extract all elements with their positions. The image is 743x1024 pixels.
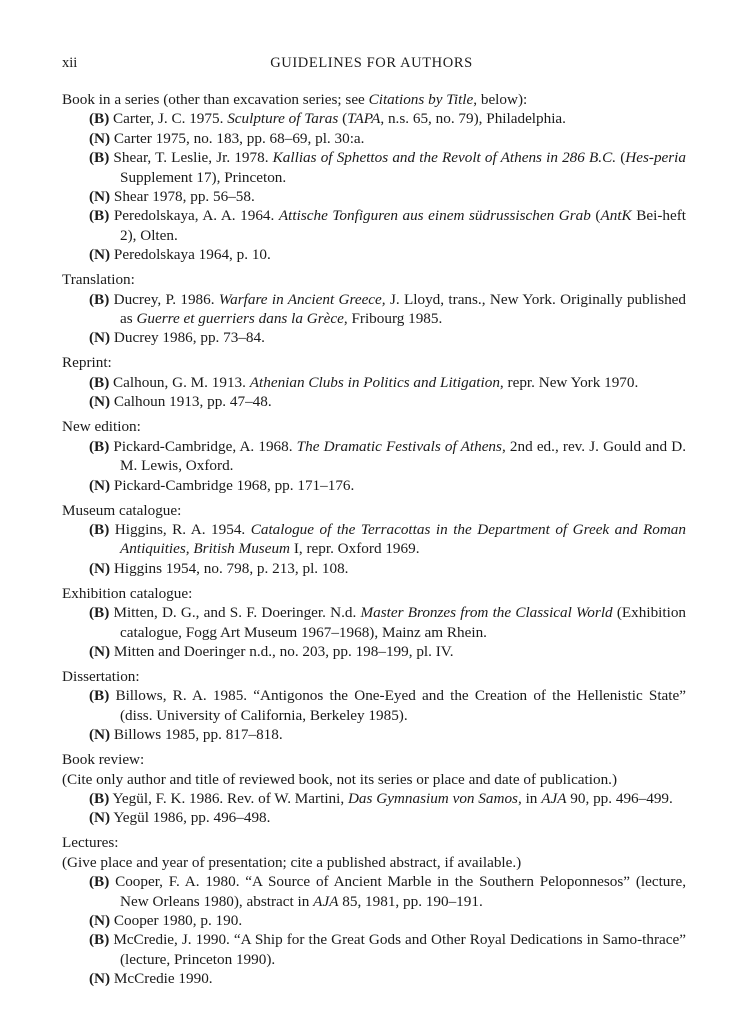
- italic-title: Das Gymnasium von Samos: [347, 789, 518, 807]
- citation-section: [62, 584, 686, 662]
- entry-tag: (B): [89, 873, 110, 891]
- bibliography-entry: [62, 872, 686, 911]
- entry-tag: (N): [89, 559, 111, 577]
- italic-title: AntK: [600, 207, 632, 225]
- text-run: Yegül, F. K. 1986. Rev. of W. Martini,: [112, 789, 348, 807]
- entry-tag: (B): [89, 604, 110, 622]
- citation-section: [62, 417, 686, 495]
- bibliography-entry: [62, 930, 686, 969]
- note-entry: [62, 328, 686, 347]
- text-run: Cooper 1980, p. 190.: [113, 912, 243, 929]
- bibliography-entry: [62, 206, 686, 245]
- text-run: Book review:: [62, 751, 145, 769]
- section-heading: [62, 833, 686, 852]
- text-run: Carter, J. C. 1975.: [113, 110, 228, 128]
- bibliography-entry: [62, 290, 686, 329]
- entry-tag: (B): [89, 687, 110, 705]
- text-run: Yegül 1986, pp. 496–498.: [113, 809, 271, 827]
- italic-title: Master Bronzes from the Classical World: [360, 604, 613, 622]
- text-run: Peredolskaya, A. A. 1964.: [113, 207, 279, 225]
- italic-title: Hes-peria: [625, 149, 687, 167]
- text-run: , in: [517, 789, 542, 807]
- text-run: , 2nd ed., rev. J. Gould and D. M. Lewis, Oxford.: [120, 437, 687, 475]
- italic-title: Sculpture of Taras: [227, 110, 339, 128]
- bibliography-entry: [62, 789, 686, 808]
- citation-section: [62, 750, 686, 828]
- section-note: (Cite only author and title of reviewed book, not its series or place and date of publication.): [62, 770, 618, 788]
- text-run: 85, 1981, pp. 190–191.: [338, 892, 483, 910]
- italic-title: Kallias of Sphettos and the Revolt of Athens in 286 B.C.: [272, 149, 617, 167]
- text-run: Shear 1978, pp. 56–58.: [113, 188, 255, 206]
- italic-title: The Dramatic Festivals of Athens: [296, 437, 502, 455]
- text-run: Higgins, R. A. 1954.: [114, 520, 251, 538]
- entry-tag: (N): [89, 726, 111, 744]
- bibliography-entry: [62, 148, 686, 187]
- guidelines-body: [62, 90, 686, 989]
- bibliography-entry: [62, 603, 686, 642]
- entry-tag: (B): [89, 520, 110, 538]
- text-run: Calhoun, G. M. 1913.: [113, 373, 250, 391]
- text-run: , repr. New York 1970.: [499, 373, 639, 391]
- note-entry: [62, 725, 686, 744]
- entry-tag: (B): [89, 207, 110, 225]
- text-run: Reprint:: [62, 354, 112, 372]
- entry-tag: (N): [89, 246, 111, 264]
- italic-title: AJA: [541, 789, 567, 807]
- text-run: Billows, R. A. 1985. “Antigonos the One-Eyed and the Creation of the Hellenistic State” (diss. University of California, Berkeley 1985).: [115, 687, 686, 724]
- bibliography-entry: [62, 109, 686, 128]
- text-run: Calhoun 1913, pp. 47–48.: [113, 393, 272, 411]
- text-run: 90, pp. 496–499.: [566, 789, 673, 807]
- note-entry: [62, 642, 686, 661]
- text-run: Ducrey 1986, pp. 73–84.: [113, 329, 265, 347]
- section-heading: [62, 750, 686, 769]
- text-run: Higgins 1954, no. 798, p. 213, pl. 108.: [113, 559, 349, 577]
- text-run: , Fribourg 1985.: [343, 310, 443, 328]
- text-run: Book in a series (other than excavation series; see: [62, 91, 369, 108]
- section-heading: [62, 353, 686, 372]
- entry-tag: (N): [89, 912, 111, 929]
- citation-section: [62, 353, 686, 411]
- text-run: (: [616, 149, 626, 167]
- italic-title: Athenian Clubs in Politics and Litigation: [249, 373, 500, 391]
- text-run: Museum catalogue:: [62, 501, 182, 519]
- entry-tag: (N): [89, 970, 111, 988]
- note-entry: [62, 245, 686, 264]
- note-entry: [62, 559, 686, 578]
- text-run: , below):: [473, 91, 528, 108]
- entry-tag: (B): [89, 373, 110, 391]
- note-entry: [62, 476, 686, 495]
- note-entry: [62, 187, 686, 206]
- italic-title: TAPA: [347, 110, 381, 128]
- section-heading: [62, 270, 686, 289]
- section-note: (Give place and year of presentation; cite a published abstract, if available.): [62, 853, 522, 871]
- text-run: McCredie, J. 1990. “A Ship for the Great Gods and Other Royal Dedications in Samo-thrace” (lecture, Princeton 1990).: [113, 931, 686, 968]
- entry-tag: (N): [89, 476, 111, 494]
- bibliography-entry: [62, 373, 686, 392]
- text-run: Shear, T. Leslie, Jr. 1978.: [113, 149, 273, 167]
- italic-title: Catalogue of the Terracottas in the Department of Greek and Roman Antiquities, British Museum: [120, 520, 686, 558]
- text-run: (: [590, 207, 601, 225]
- section-heading: [62, 584, 686, 603]
- citation-section: [62, 833, 686, 988]
- text-run: , n.s. 65, no. 79), Philadelphia.: [380, 110, 566, 128]
- section-heading: [62, 417, 686, 436]
- note-entry: [62, 808, 686, 827]
- text-run: Bei-heft 2), Olten.: [120, 207, 687, 244]
- entry-tag: (N): [89, 188, 111, 206]
- text-run: Exhibition catalogue:: [62, 584, 193, 602]
- entry-tag: (B): [89, 789, 110, 807]
- section-heading: [62, 501, 686, 520]
- citation-section: [62, 501, 686, 579]
- text-run: Cooper, F. A. 1980. “A Source of Ancient Marble in the Southern Peloponnesos” (lecture, New Orleans 1980), abstract in: [115, 873, 686, 910]
- text-run: Translation:: [62, 271, 135, 289]
- italic-title: Citations by Title: [368, 91, 474, 108]
- citation-section: [62, 270, 686, 348]
- running-title: GUIDELINES FOR AUTHORS: [270, 55, 473, 71]
- entry-tag: (N): [89, 393, 111, 411]
- citation-section: [62, 667, 686, 745]
- text-run: Lectures:: [62, 834, 119, 852]
- text-run: Peredolskaya 1964, p. 10.: [113, 246, 271, 264]
- note-entry: [62, 392, 686, 411]
- entry-tag: (B): [89, 437, 110, 455]
- citation-section: [62, 90, 686, 265]
- entry-tag: (N): [89, 642, 111, 660]
- text-run: Mitten and Doeringer n.d., no. 203, pp. 198–199, pl. IV.: [113, 642, 454, 660]
- text-run: McCredie 1990.: [113, 970, 213, 988]
- bibliography-entry: [62, 520, 686, 559]
- text-run: New edition:: [62, 418, 141, 436]
- entry-tag: (N): [89, 129, 111, 147]
- entry-tag: (B): [89, 290, 110, 308]
- text-run: Pickard-Cambridge, A. 1968.: [113, 437, 297, 455]
- bibliography-entry: [62, 437, 686, 476]
- text-run: I, repr. Oxford 1969.: [290, 540, 420, 558]
- entry-tag: (N): [89, 809, 111, 827]
- text-run: (: [338, 110, 348, 128]
- text-run: (Exhibition catalogue, Fogg Art Museum 1967–1968), Mainz am Rhein.: [120, 604, 687, 641]
- entry-tag: (B): [89, 931, 110, 949]
- entry-tag: (B): [89, 110, 110, 128]
- text-run: Billows 1985, pp. 817–818.: [113, 726, 283, 744]
- note-entry: [62, 911, 686, 930]
- italic-title: Attische Tonfiguren aus einem südrussischen Grab: [278, 207, 591, 225]
- text-run: Dissertation:: [62, 667, 140, 685]
- text-run: Pickard-Cambridge 1968, pp. 171–176.: [113, 476, 355, 494]
- text-run: J. Lloyd, trans., New York. Originally published as: [120, 290, 686, 328]
- italic-title: AJA: [313, 892, 339, 910]
- bibliography-entry: [62, 686, 686, 725]
- text-run: Mitten, D. G., and S. F. Doeringer. N.d.: [113, 604, 361, 622]
- italic-title: Warfare in Ancient Greece,: [218, 290, 386, 308]
- text-run: Ducrey, P. 1986.: [113, 290, 219, 308]
- italic-title: Guerre et guerriers dans la Grèce: [136, 310, 344, 328]
- text-run: Carter 1975, no. 183, pp. 68–69, pl. 30:a.: [113, 129, 365, 147]
- page-number: xii: [62, 55, 78, 71]
- section-heading: [62, 90, 686, 109]
- entry-tag: (B): [89, 149, 110, 167]
- note-entry: [62, 129, 686, 148]
- text-run: Supplement 17), Princeton.: [120, 168, 287, 186]
- section-heading: [62, 667, 686, 686]
- note-entry: [62, 969, 686, 988]
- entry-tag: (N): [89, 329, 111, 347]
